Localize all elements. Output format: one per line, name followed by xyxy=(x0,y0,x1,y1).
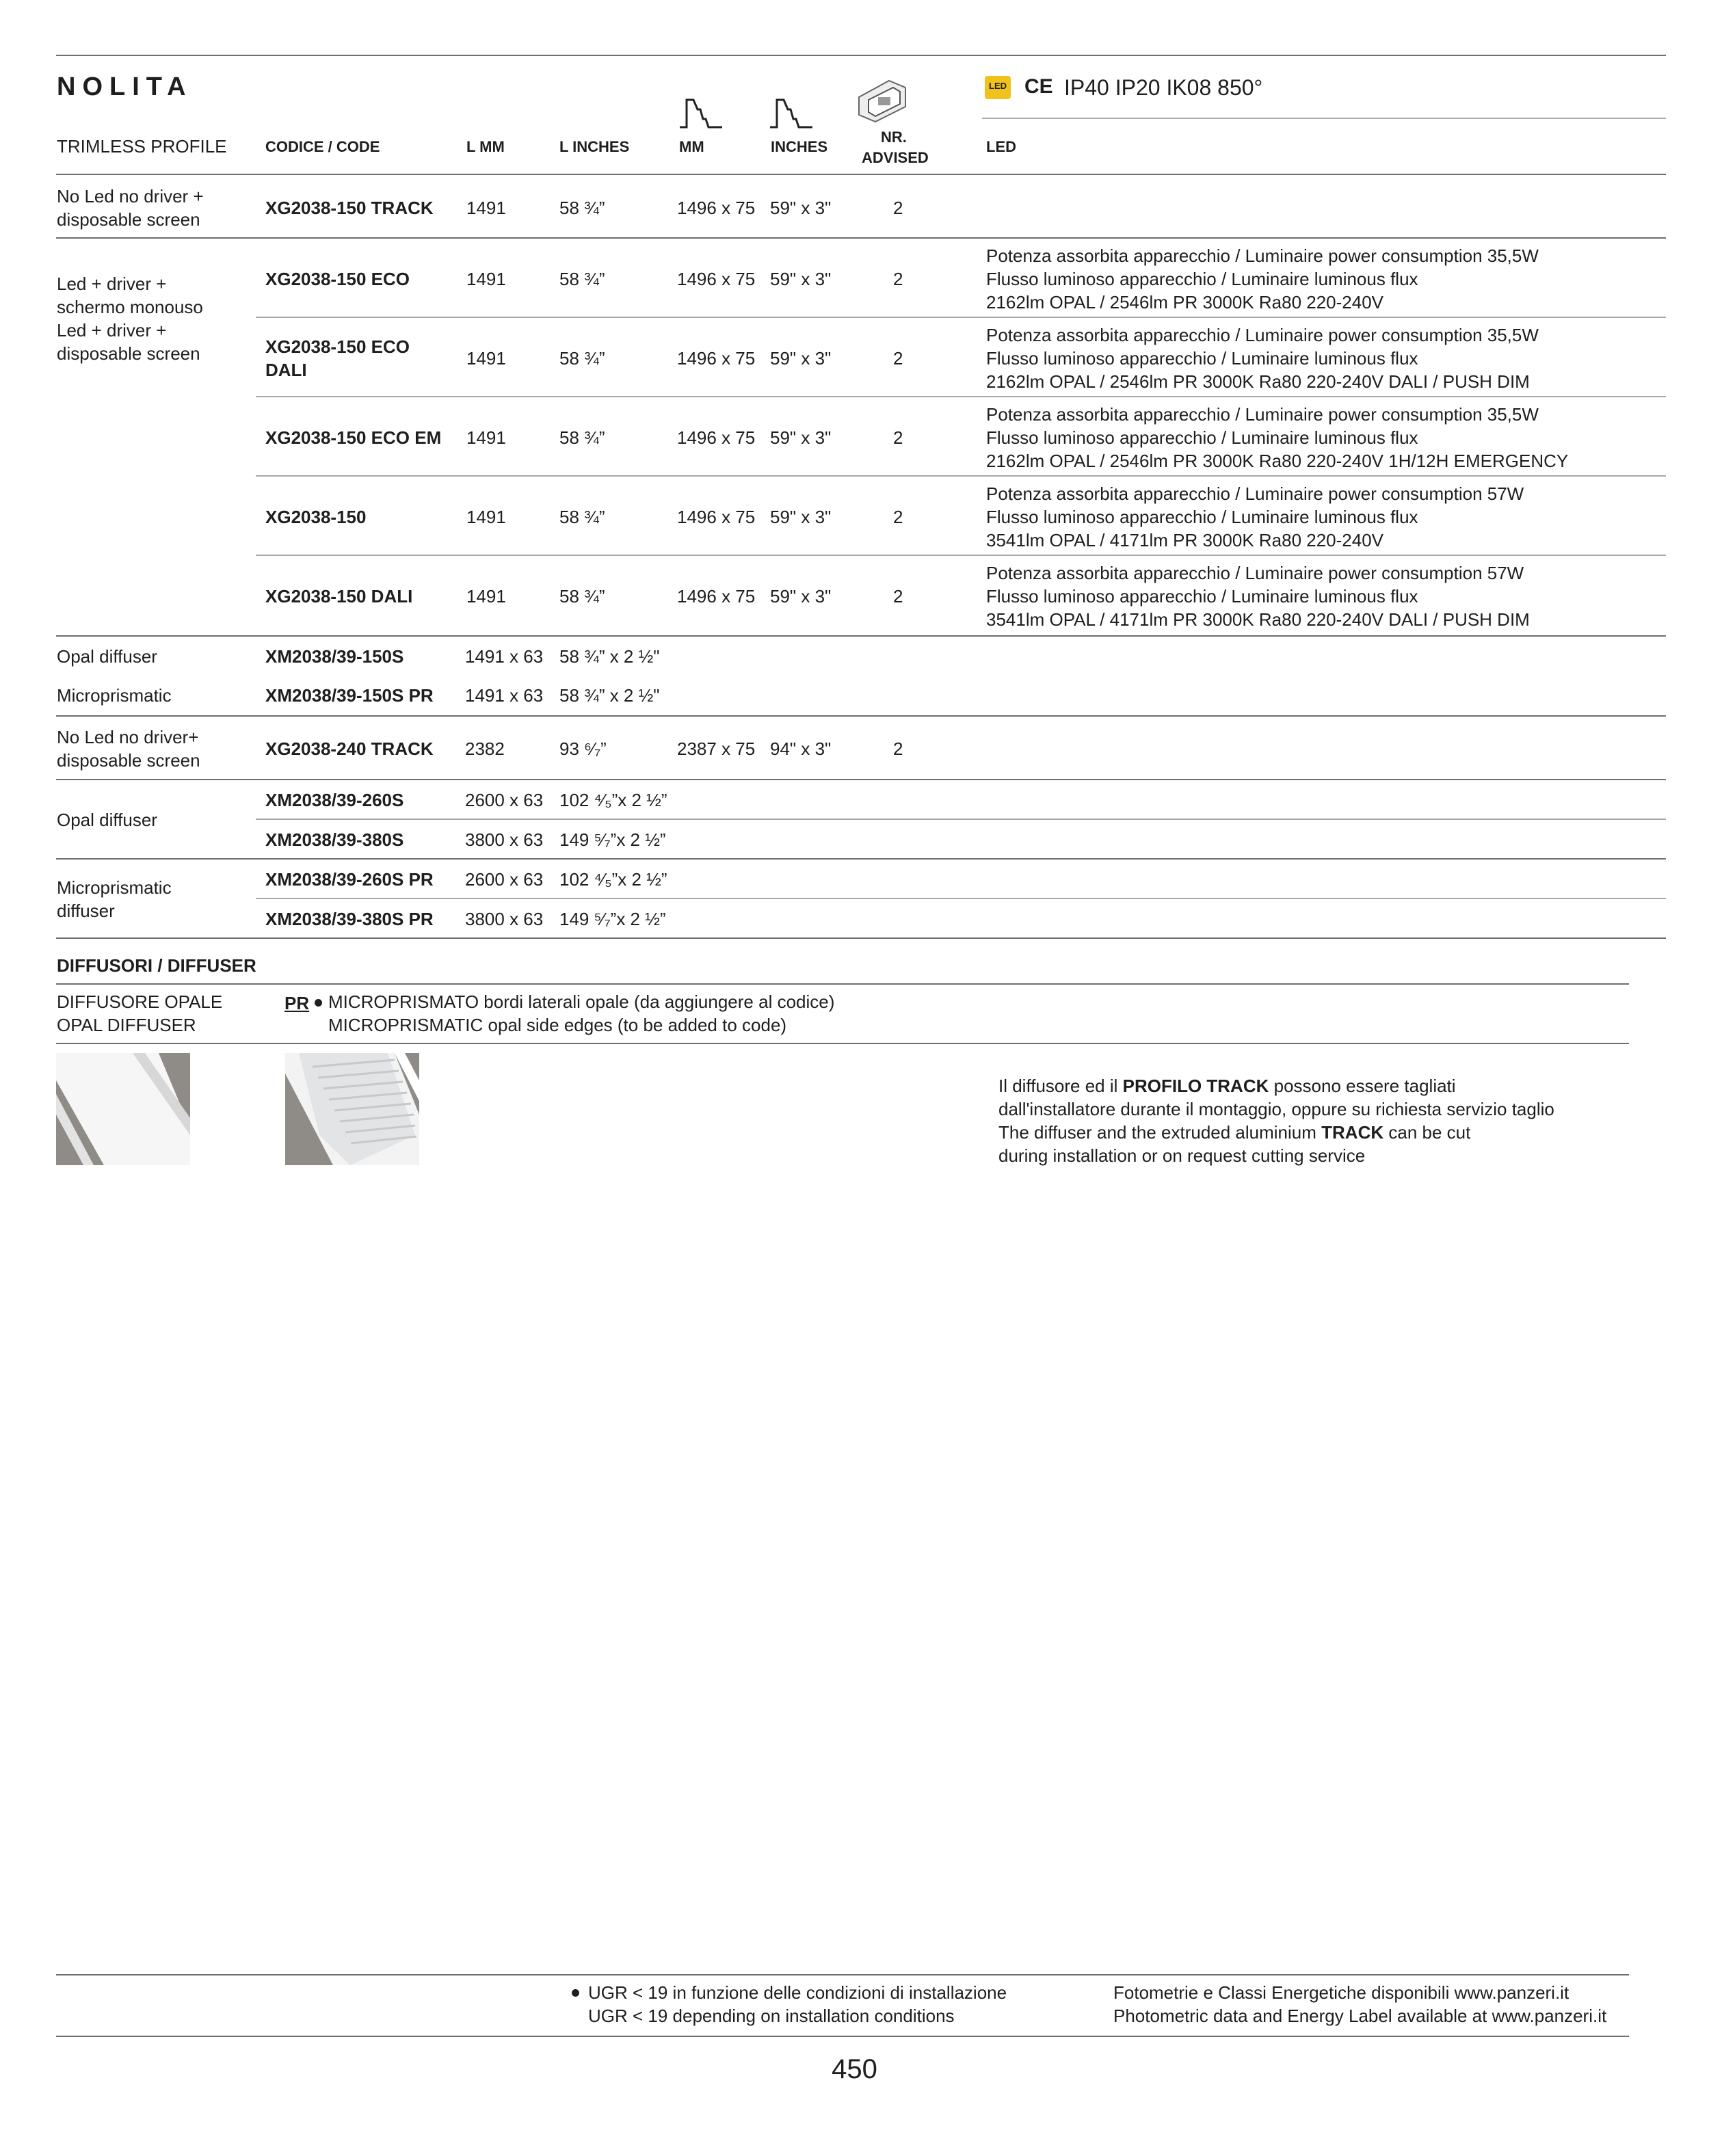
led-spec: Flusso luminoso apparecchio / Luminaire luminous flux xyxy=(986,507,1418,527)
row-inches: 59" x 3" xyxy=(770,269,832,289)
cut-note-line: The diffuser and the extruded aluminium TRACK can be cut xyxy=(998,1122,1471,1143)
row-code: XG2038-150 TRACK xyxy=(265,198,434,218)
cutout-inches-icon xyxy=(767,96,815,130)
row-inches: 59" x 3" xyxy=(770,198,832,218)
row-code: XG2038-240 TRACK xyxy=(265,738,434,759)
led-spec: Flusso luminoso apparecchio / Luminaire luminous flux xyxy=(986,348,1418,369)
led-spec: Flusso luminoso apparecchio / Luminaire luminous flux xyxy=(986,427,1418,448)
column-rule xyxy=(856,237,968,239)
col-inches: INCHES xyxy=(771,138,828,155)
row-nr: 2 xyxy=(893,738,903,759)
column-rule xyxy=(767,237,849,239)
group-label: disposable screen xyxy=(57,750,200,771)
row-linches: 93 ⁶⁄₇” xyxy=(559,738,607,759)
led-spec: Flusso luminoso apparecchio / Luminaire luminous flux xyxy=(986,586,1418,607)
row-code: XG2038-150 DALI xyxy=(265,586,413,607)
cut-note-line: Il diffusore ed il PROFILO TRACK possono essere tagliati xyxy=(998,1076,1456,1096)
led-spec: 2162lm OPAL / 2546lm PR 3000K Ra80 220-240V 1H/12H EMERGENCY xyxy=(986,451,1569,471)
led-spec: Potenza assorbita apparecchio / Luminaire power consumption 35,5W xyxy=(986,404,1539,425)
row-rule xyxy=(256,396,1666,397)
group-label: Led + driver + xyxy=(57,320,167,341)
row-lmm: 3800 x 63 xyxy=(465,829,544,850)
opal-diffuser-image xyxy=(56,1053,190,1165)
group-label: Led + driver + xyxy=(57,274,167,294)
page-title: NOLITA xyxy=(57,72,193,101)
row-lmm: 1491 x 63 xyxy=(465,646,544,667)
row-rule xyxy=(256,555,1666,556)
row-mm: 1496 x 75 xyxy=(677,348,756,369)
row-linches: 149 ⁵⁄₇”x 2 ½” xyxy=(559,829,666,850)
led-spec: 2162lm OPAL / 2546lm PR 3000K Ra80 220-240V xyxy=(986,292,1384,312)
row-linches: 58 ¾” xyxy=(559,269,605,289)
certifications: IP40 IP20 IK08 850° xyxy=(1064,75,1263,100)
led-spec: 3541lm OPAL / 4171lm PR 3000K Ra80 220-240V DALI / PUSH DIM xyxy=(986,609,1530,630)
group-label: No Led no driver+ xyxy=(57,727,199,747)
row-rule xyxy=(256,819,1666,820)
row-nr: 2 xyxy=(893,198,903,218)
column-rule xyxy=(557,174,674,175)
ce-mark-icon: CE xyxy=(1024,75,1053,98)
bullet-icon xyxy=(572,1989,579,1997)
group-label: schermo monouso xyxy=(57,297,203,317)
row-code: XM2038/39-380S PR xyxy=(265,909,434,929)
row-rule xyxy=(256,898,1666,899)
column-rule xyxy=(674,174,756,175)
group-rule xyxy=(56,937,1666,939)
row-code: XM2038/39-260S xyxy=(265,790,404,810)
row-inches: 94" x 3" xyxy=(770,738,832,759)
row-lmm: 1491 xyxy=(466,586,506,607)
cutout-mm-icon xyxy=(677,96,725,130)
col-l-inches: L INCHES xyxy=(559,138,630,155)
group-label: disposable screen xyxy=(57,343,200,364)
row-lmm: 1491 xyxy=(466,507,506,527)
diffusers-rule xyxy=(56,1043,1629,1044)
row-nr: 2 xyxy=(893,269,903,289)
group-label: Opal diffuser xyxy=(57,810,157,830)
page-number: 450 xyxy=(832,2054,877,2084)
pr-desc: MICROPRISMATO bordi laterali opale (da aggiungere al codice) xyxy=(328,992,835,1012)
row-inches: 59" x 3" xyxy=(770,348,832,369)
row-code: XG2038-150 ECO xyxy=(265,269,410,289)
row-inches: 59" x 3" xyxy=(770,507,832,527)
led-spec: Potenza assorbita apparecchio / Luminaire power consumption 35,5W xyxy=(986,245,1539,266)
row-lmm: 1491 x 63 xyxy=(465,685,544,706)
group-rule xyxy=(56,779,1666,780)
column-rule xyxy=(767,174,849,175)
top-rule xyxy=(56,55,1666,56)
group-rule xyxy=(56,635,1666,637)
diffuser-label: OPAL DIFFUSER xyxy=(57,1015,196,1035)
row-code: XG2038-150 xyxy=(265,507,367,527)
column-rule xyxy=(256,174,447,175)
row-linches: 58 ¾” x 2 ½" xyxy=(559,685,660,706)
ugr-note: UGR < 19 in funzione delle condizioni di installazione xyxy=(588,1982,1007,2003)
led-spec: Potenza assorbita apparecchio / Luminaire power consumption 57W xyxy=(986,483,1524,504)
row-lmm: 1491 xyxy=(466,427,506,448)
group-label: Microprismatic xyxy=(57,685,172,706)
microprismatic-diffuser-image xyxy=(285,1053,419,1165)
col-advised: ADVISED xyxy=(862,149,929,166)
column-rule xyxy=(464,237,551,239)
group-label: No Led no driver + xyxy=(57,186,204,207)
photometric-note: Photometric data and Energy Label available at www.panzeri.it xyxy=(1113,2006,1607,2026)
row-linches: 149 ⁵⁄₇”x 2 ½” xyxy=(559,909,666,929)
row-linches: 58 ¾” xyxy=(559,427,605,448)
row-lmm: 2600 x 63 xyxy=(465,869,544,890)
led-spec: Potenza assorbita apparecchio / Luminaire power consumption 57W xyxy=(986,563,1524,583)
row-lmm: 1491 xyxy=(466,348,506,369)
group-rule xyxy=(56,715,1666,717)
col-led: LED xyxy=(986,138,1016,155)
row-rule xyxy=(256,475,1666,477)
col-nr: NR. xyxy=(881,129,907,146)
pr-code: PR xyxy=(284,993,310,1013)
row-mm: 1496 x 75 xyxy=(677,427,756,448)
row-linches: 58 ¾” x 2 ½" xyxy=(559,646,660,667)
group-rule xyxy=(56,858,1666,860)
row-lmm: 1491 xyxy=(466,198,506,218)
suspension-bracket-icon xyxy=(855,77,910,124)
column-rule xyxy=(464,174,551,175)
diffusers-rule xyxy=(56,983,1629,985)
row-code: XG2038-150 ECO EM xyxy=(265,427,442,448)
row-linches: 102 ⁴⁄₅”x 2 ½” xyxy=(559,869,667,890)
row-inches: 59" x 3" xyxy=(770,427,832,448)
row-code: XM2038/39-150S PR xyxy=(265,685,434,706)
column-rule xyxy=(256,237,447,239)
row-linches: 58 ¾” xyxy=(559,586,605,607)
row-lmm: 3800 x 63 xyxy=(465,909,544,929)
footer-rule xyxy=(56,1974,1629,1975)
row-code: XG2038-150 ECO xyxy=(265,336,410,357)
led-spec: Flusso luminoso apparecchio / Luminaire luminous flux xyxy=(986,269,1418,289)
group-label: diffuser xyxy=(57,901,115,921)
row-nr: 2 xyxy=(893,586,903,607)
diffuser-label: DIFFUSORE OPALE xyxy=(57,992,223,1012)
row-linches: 58 ¾” xyxy=(559,198,605,218)
row-nr: 2 xyxy=(893,427,903,448)
pr-desc: MICROPRISMATIC opal side edges (to be added to code) xyxy=(328,1015,787,1035)
bullet-icon xyxy=(315,999,322,1007)
diffusers-title: DIFFUSORI / DIFFUSER xyxy=(57,955,256,976)
col-trimless-profile: TRIMLESS PROFILE xyxy=(57,136,227,157)
cut-note-line: dall'installatore durante il montaggio, oppure su richiesta servizio taglio xyxy=(998,1099,1554,1119)
row-mm: 1496 x 75 xyxy=(677,507,756,527)
row-nr: 2 xyxy=(893,507,903,527)
group-label: disposable screen xyxy=(57,209,200,230)
group-label: Opal diffuser xyxy=(57,646,157,667)
footer-rule xyxy=(56,2036,1629,2037)
cut-note-line: during installation or on request cutting service xyxy=(998,1145,1366,1166)
row-linches: 58 ¾” xyxy=(559,507,605,527)
row-lmm: 2600 x 63 xyxy=(465,790,544,810)
row-mm: 1496 x 75 xyxy=(677,269,756,289)
column-rule xyxy=(674,237,756,239)
led-spec: 2162lm OPAL / 2546lm PR 3000K Ra80 220-240V DALI / PUSH DIM xyxy=(986,371,1530,392)
column-rule xyxy=(557,237,674,239)
row-linches: 102 ⁴⁄₅”x 2 ½” xyxy=(559,790,667,810)
row-code: XM2038/39-260S PR xyxy=(265,869,434,890)
row-lmm: 1491 xyxy=(466,269,506,289)
row-code-cont: DALI xyxy=(265,360,307,380)
led-spec: Potenza assorbita apparecchio / Luminaire power consumption 35,5W xyxy=(986,325,1539,345)
led-spec: 3541lm OPAL / 4171lm PR 3000K Ra80 220-240V xyxy=(986,530,1384,550)
row-lmm: 2382 xyxy=(465,738,505,759)
row-linches: 58 ¾” xyxy=(559,348,605,369)
row-nr: 2 xyxy=(893,348,903,369)
column-rule xyxy=(856,174,968,175)
photometric-note: Fotometrie e Classi Energetiche disponibili www.panzeri.it xyxy=(1113,1982,1569,2003)
ugr-note: UGR < 19 depending on installation conditions xyxy=(588,2006,955,2026)
row-mm: 1496 x 75 xyxy=(677,586,756,607)
led-badge-icon: LED xyxy=(985,76,1011,99)
col-l-mm: L MM xyxy=(466,138,505,155)
col-code: CODICE / CODE xyxy=(265,138,380,155)
row-mm: 2387 x 75 xyxy=(677,738,756,759)
row-inches: 59" x 3" xyxy=(770,586,832,607)
col-mm: MM xyxy=(679,138,704,155)
cert-rule xyxy=(982,118,1666,119)
row-rule xyxy=(256,317,1666,318)
group-label: Microprismatic xyxy=(57,877,172,898)
row-code: XM2038/39-380S xyxy=(265,829,404,850)
row-code: XM2038/39-150S xyxy=(265,646,404,667)
row-mm: 1496 x 75 xyxy=(677,198,756,218)
